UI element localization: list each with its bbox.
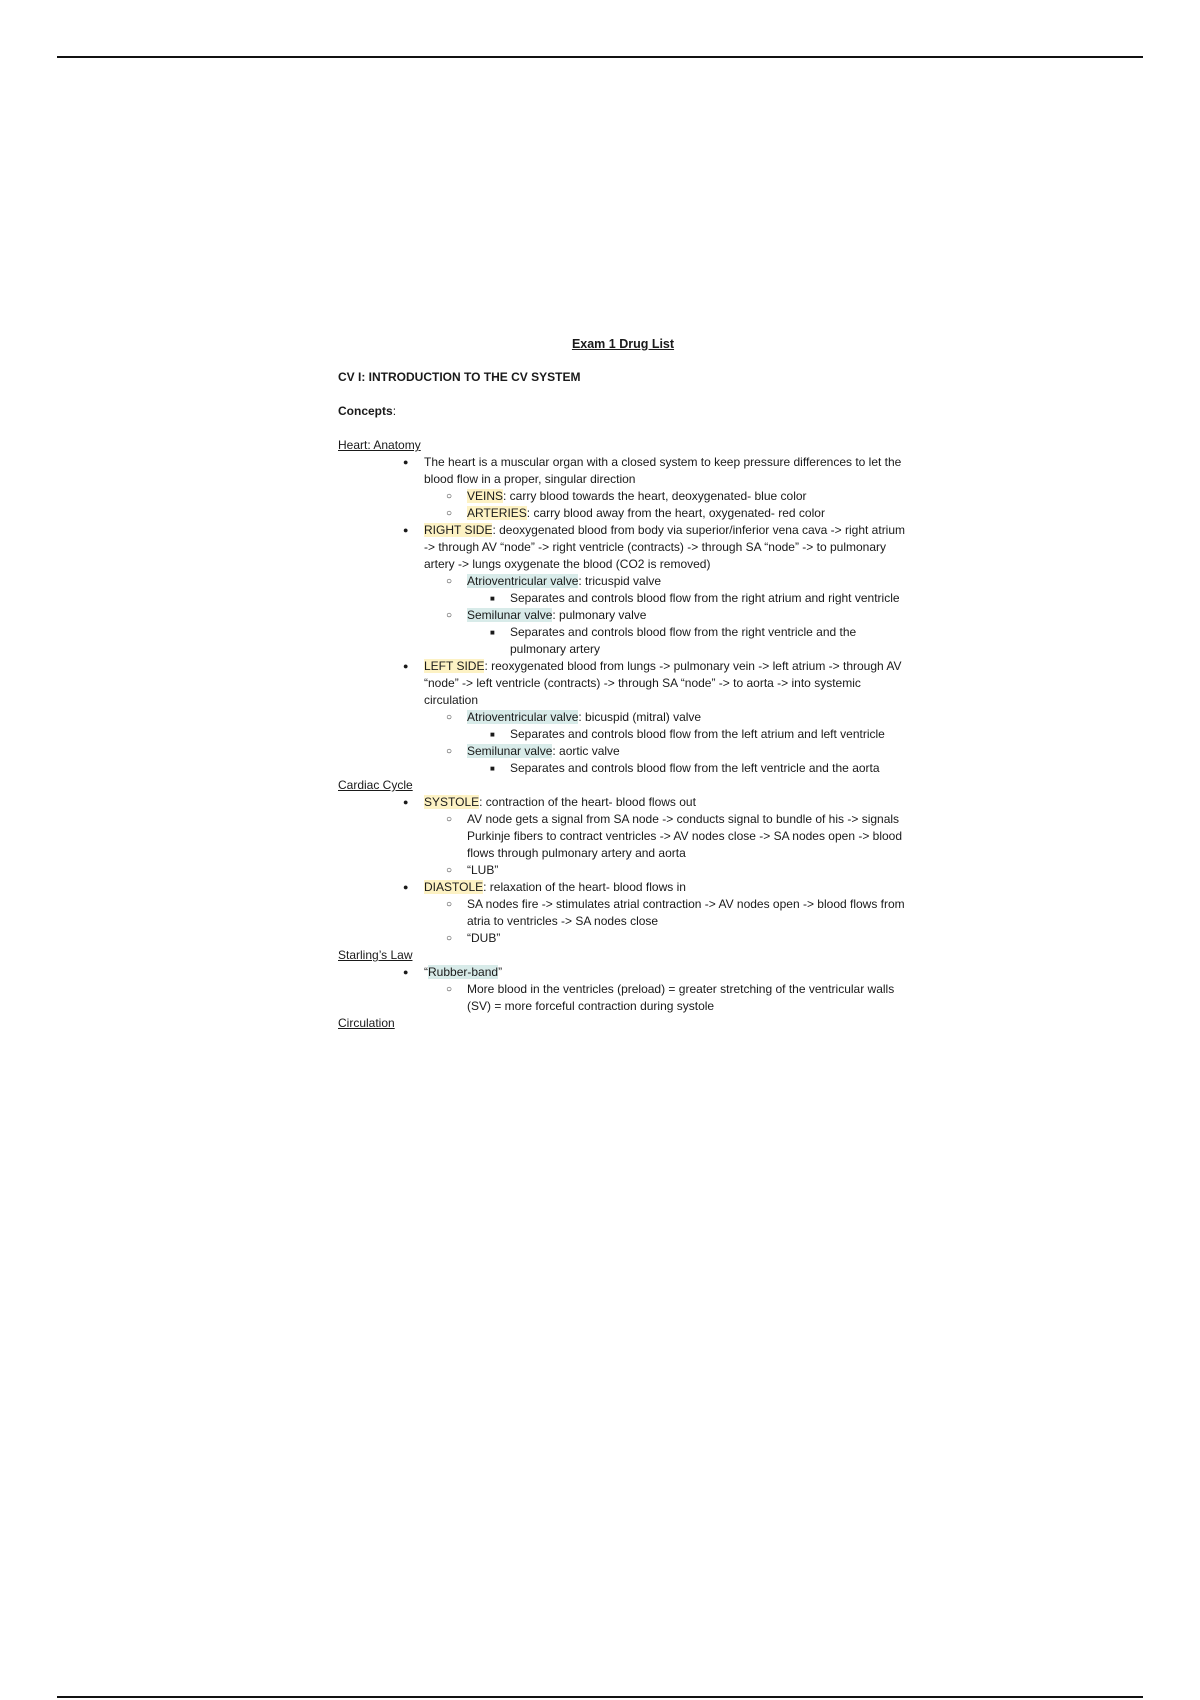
list-item <box>338 709 908 743</box>
item-text: : bicuspid (mitral) valve <box>578 710 702 724</box>
concepts-text: Concepts <box>338 404 393 418</box>
bullet-circle-icon: ○ <box>446 933 453 944</box>
cycle-list <box>338 794 908 947</box>
concepts-label <box>338 403 908 420</box>
item-text: : deoxygenated blood from body via superior/inferior vena cava -> right atrium -> through AV “node” -> right ventricle (contracts) -> through SA “node” -> to pulmonary artery -> lungs oxygenate the blood (CO2 is removed) <box>424 523 906 571</box>
list-item <box>338 488 908 505</box>
bullet-circle-icon: ○ <box>446 508 453 519</box>
list-item <box>338 981 908 1015</box>
bullet-circle-icon: ○ <box>446 746 453 757</box>
bullet-square-icon: ■ <box>490 628 495 637</box>
list-item <box>338 607 908 658</box>
item-text: The heart is a muscular organ with a closed system to keep pressure differences to let the blood flow in a proper, singular direction <box>424 455 902 486</box>
bullet-circle-icon: ○ <box>446 984 453 995</box>
left-av-label: Atrioventricular valve <box>467 710 579 724</box>
list-item <box>338 862 908 879</box>
list-item <box>338 896 908 930</box>
concepts-colon: : <box>392 404 397 418</box>
quote-close: ” <box>498 965 503 979</box>
bullet-square-icon: ■ <box>490 594 495 603</box>
right-sl-label: Semilunar valve <box>467 608 553 622</box>
list-item <box>338 760 908 777</box>
anatomy-list <box>338 454 908 777</box>
list-item <box>338 522 908 658</box>
bullet-circle-icon: ○ <box>446 814 453 825</box>
veins-label: VEINS <box>467 489 504 503</box>
list-item <box>338 811 908 862</box>
document-title: Exam 1 Drug List <box>571 337 675 351</box>
rubber-band-label: Rubber-band <box>428 965 499 979</box>
bullet-dot-icon: ● <box>403 525 409 535</box>
item-text: : carry blood towards the heart, deoxygenated- blue color <box>503 489 807 503</box>
bullet-circle-icon: ○ <box>446 899 453 910</box>
item-text: Separates and controls blood flow from the right atrium and right ventricle <box>510 591 900 605</box>
bullet-square-icon: ■ <box>490 730 495 739</box>
list-item <box>338 794 908 879</box>
systole-label: SYSTOLE <box>424 795 480 809</box>
item-text: Separates and controls blood flow from the right ventricle and the pulmonary artery <box>510 625 857 656</box>
bullet-dot-icon: ● <box>403 661 409 671</box>
quote-open: “ <box>424 965 428 979</box>
item-text: : pulmonary valve <box>552 608 647 622</box>
item-text: : aortic valve <box>552 744 620 758</box>
item-text: Separates and controls blood flow from the left ventricle and the aorta <box>510 761 880 775</box>
bullet-circle-icon: ○ <box>446 491 453 502</box>
item-text: : tricuspid valve <box>578 574 662 588</box>
item-text: : reoxygenated blood from lungs -> pulmonary vein -> left atrium -> through AV “node” -> left ventricle (contracts) -> through SA “node” -> to aorta -> into systemic circulation <box>424 659 902 707</box>
item-text: : relaxation of the heart- blood flows in <box>483 880 686 894</box>
heading-cardiac-cycle: Cardiac Cycle <box>338 778 413 792</box>
item-text: AV node gets a signal from SA node -> conducts signal to bundle of his -> signals Purkinje fibers to contract ventricles -> AV nodes close -> SA nodes open -> blood flows through pulmonary artery and aorta <box>467 812 903 860</box>
item-text: “DUB” <box>467 931 501 945</box>
bullet-dot-icon: ● <box>403 797 409 807</box>
bullet-dot-icon: ● <box>403 457 409 467</box>
item-text: SA nodes fire -> stimulates atrial contraction -> AV nodes open -> blood flows from atria to ventricles -> SA nodes close <box>467 897 905 928</box>
list-item <box>338 879 908 947</box>
bottom-rule <box>57 1696 1143 1698</box>
bullet-circle-icon: ○ <box>446 576 453 587</box>
list-item <box>338 573 908 607</box>
top-rule <box>57 56 1143 58</box>
list-item <box>338 505 908 522</box>
list-item <box>338 726 908 743</box>
list-item <box>338 590 908 607</box>
list-item <box>338 964 908 1015</box>
bullet-circle-icon: ○ <box>446 712 453 723</box>
bullet-circle-icon: ○ <box>446 610 453 621</box>
section-heading: CV I: INTRODUCTION TO THE CV SYSTEM <box>338 370 581 384</box>
left-sl-label: Semilunar valve <box>467 744 553 758</box>
list-item <box>338 454 908 522</box>
heading-heart-anatomy: Heart: Anatomy <box>338 438 421 452</box>
bullet-dot-icon: ● <box>403 967 409 977</box>
left-side-label: LEFT SIDE <box>424 659 485 673</box>
list-item <box>338 658 908 777</box>
starling-list <box>338 964 908 1015</box>
right-side-label: RIGHT SIDE <box>424 523 493 537</box>
list-item <box>338 743 908 777</box>
item-text: “LUB” <box>467 863 499 877</box>
item-text: More blood in the ventricles (preload) = greater stretching of the ventricular walls (SV) = more forceful contraction during systole <box>467 982 895 1013</box>
heading-circulation: Circulation <box>338 1016 395 1030</box>
right-av-label: Atrioventricular valve <box>467 574 579 588</box>
heading-starlings-law: Starling’s Law <box>338 948 413 962</box>
item-text: : carry blood away from the heart, oxygenated- red color <box>526 506 825 520</box>
item-text: Separates and controls blood flow from the left atrium and left ventricle <box>510 727 885 741</box>
document-page <box>338 336 908 1032</box>
list-item <box>338 624 908 658</box>
item-text: : contraction of the heart- blood flows out <box>479 795 696 809</box>
diastole-label: DIASTOLE <box>424 880 484 894</box>
bullet-circle-icon: ○ <box>446 865 453 876</box>
bullet-dot-icon: ● <box>403 882 409 892</box>
bullet-square-icon: ■ <box>490 764 495 773</box>
arteries-label: ARTERIES <box>467 506 527 520</box>
list-item <box>338 930 908 947</box>
